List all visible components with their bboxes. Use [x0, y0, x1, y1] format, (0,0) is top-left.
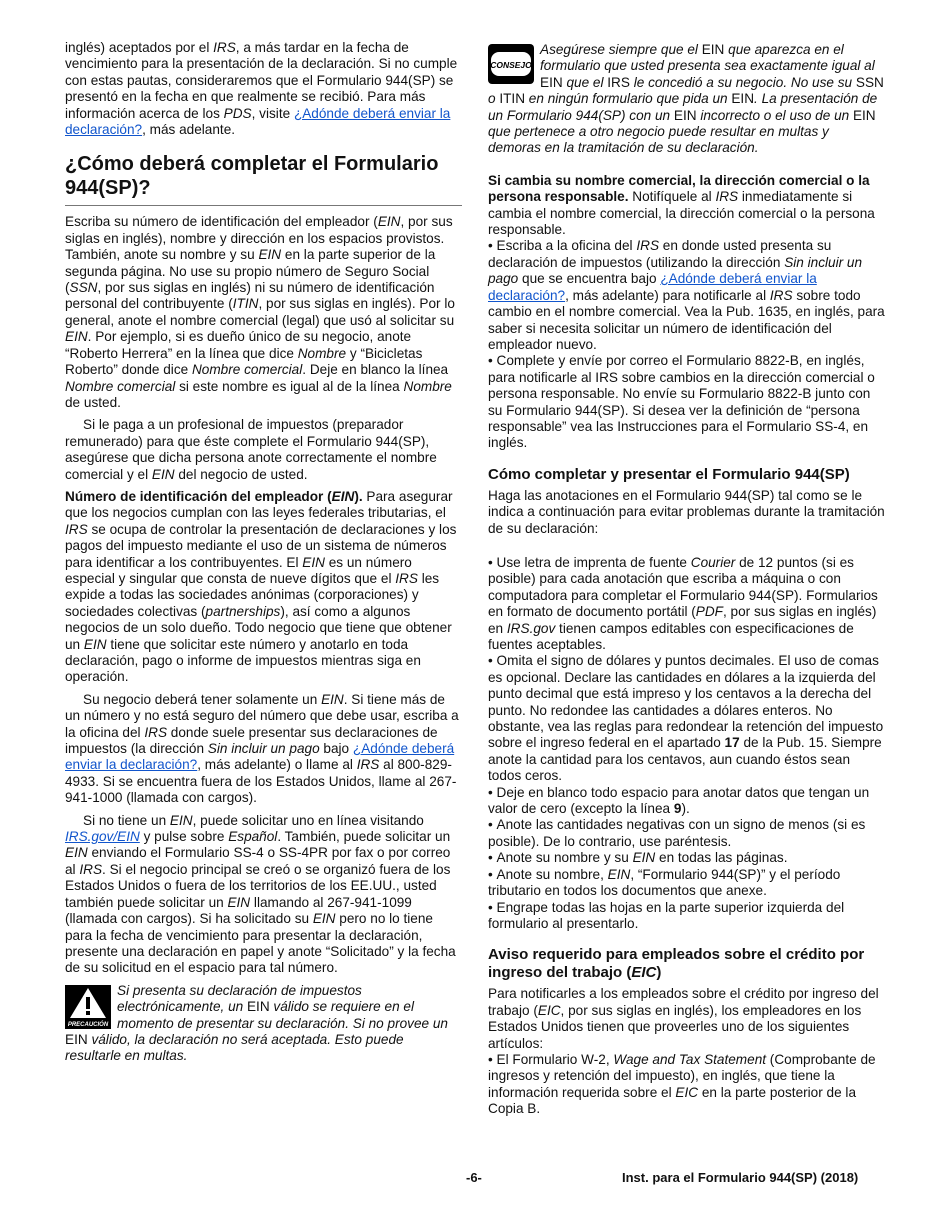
caution-icon — [65, 985, 111, 1029]
where-to-file-link[interactable]: ¿Adónde deberá enviar la declaración? — [65, 741, 455, 773]
list-item: • Use letra de imprenta de fuente Courier de 12 puntos (si es posible) para cada anotación que escriba a máquina o con computadora para completar el Formulario 944(SP). Formularios en formato de documento portátil (PDF, por sus siglas en inglés) en IRS.gov tienen campos editables con especificaciones de fuentes aceptables. — [488, 555, 885, 653]
paragraph-one-ein: Su negocio deberá tener solamente un EIN. Si tiene más de un número y no está seguro del número que debe usar, escriba a la oficina del IRS donde suele presentar sus declaraciones de impuestos (la dirección Sin incluir un pago bajo ¿Adónde deberá enviar la declaración?, más adelante) o llame al IRS al 800-829-4933. Si se encuentra fuera de los Estados Unidos, llame al 267-941-1000 (llamada con cargos). — [65, 691, 459, 806]
footer-title: Inst. para el Formulario 944(SP) (2018) — [622, 1170, 859, 1185]
irs-gov-ein-link[interactable]: IRS.gov/EIN — [65, 829, 140, 845]
where-to-file-link[interactable]: ¿Adónde deberá enviar la declaración? — [65, 105, 451, 138]
paragraph-preparer: Si le paga a un profesional de impuestos (preparador remunerado) para que éste complete el Formulario 944(SP), asegúrese que dicha persona anote correctamente el nombre comercial y el EIN del negocio de usted. — [65, 417, 437, 482]
subsection-heading-eic: Aviso requerido para empleados sobre el crédito por ingreso del trabajo (EIC) — [488, 946, 865, 982]
list-item: • Engrape todas las hojas en la parte superior izquierda del formulario al presentarlo. — [488, 900, 885, 933]
paragraph-name-change: Si cambia su nombre comercial, la dirección comercial o la persona responsable. Notifíquele al IRS inmediatamente si cambia el nombre comercial, la dirección comercial o la persona responsable. — [488, 172, 875, 238]
list-item: • Escriba a la oficina del IRS en donde usted presenta su declaración de impuestos (utilizando la dirección Sin incluir un pago que se encuentra bajo ¿Adónde deberá enviar la declaración?, más adelante) para notificarle al IRS sobre todo cambio en el nombre comercial. Vea la Pub. 1635, en inglés, para saber si necesita solicitar un número de identificación del empleador nuevo. — [488, 238, 885, 353]
list-item: • Omita el signo de dólares y puntos decimales. El uso de comas es opcional. Declare las cantidades en dólares a la izquierda del punto decimal que está impreso y los centavos a la derecha del punto. No redondee las cantidades a dólares enteros. No obstante, vea las reglas para redondear la retención del impuesto sobre el ingreso federal en el apartado 17 de la Pub. 15. Siempre anote la cantidad para los centavos, aun cuando éstos sean todos ceros. — [488, 653, 885, 784]
tip-icon — [488, 44, 534, 84]
where-to-file-link[interactable]: ¿Adónde deberá enviar la declaración? — [488, 271, 817, 303]
paragraph-eic: Para notificarles a los empleados sobre el crédito por ingreso del trabajo (EIC, por sus siglas en inglés), los empleadores en los Estados Unidos tienen que proveerles uno de los siguientes artículos: — [488, 986, 879, 1051]
list-item: • Anote su nombre, EIN, “Formulario 944(SP)” y el período tributario en todos los documentos que anexe. — [488, 867, 885, 900]
left-column — [65, 40, 462, 1065]
section-heading: ¿Cómo deberá completar el Formulario 944(SP)? — [65, 152, 462, 206]
right-column — [488, 40, 885, 1118]
tip-callout: CONSEJO Asegúrese siempre que el EIN que aparezca en el formulario que usted presenta sea exactamente igual al EIN que el IRS le concedió a su negocio. No use su SSN o ITIN en ningún formulario que pida un EIN. La presentación de un Formulario 944(SP) con un EIN incorrecto o el uso de un EIN que pertenece a otro negocio puede resultar en multas y demoras en la tramitación de su declaración. — [488, 42, 884, 156]
list-item: • El Formulario W-2, Wage and Tax Statement (Comprobante de ingresos y retención del impuesto), en inglés, que tiene la información requerida sobre el EIC en la parte posterior de la Copia B. — [488, 1052, 885, 1118]
subsection-heading-complete: Cómo completar y presentar el Formulario 944(SP) — [488, 465, 850, 483]
paragraph-pds: inglés) aceptados por el IRS, a más tardar en la fecha de vencimiento para la presentación de la declaración. Si no cumple con estas pautas, consideraremos que el Formulario 944(SP) se presentó en la fecha en que realmente se recibió. Para más información acerca de los PDS, visite ¿Adónde deberá enviar la declaración?, más adelante. — [65, 40, 458, 138]
tip-label: CONSEJO — [490, 60, 532, 70]
list-item: • Anote su nombre y su EIN en todas las páginas. — [488, 850, 885, 866]
page-number: -6- — [466, 1170, 482, 1185]
list-item: • Anote las cantidades negativas con un signo de menos (si es posible). De lo contrario, use paréntesis. — [488, 817, 885, 850]
paragraph-ein-definition: Número de identificación del empleador (EIN). Para asegurar que los negocios cumplan con las leyes federales tributarias, el IRS se ocupa de controlar la presentación de declaraciones y los pagos del impuesto mediante el uso de un sistema de números para identificar a los contribuyentes. El EIN es un número especial y singular que consta de nueve dígitos que el IRS les expide a todas las sociedades anónimas (corporaciones) y sociedades colectivas (partnerships), así como a algunos negocios de un solo dueño. Todo negocio que tiene que obtener un EIN tiene que solicitar este número y anotarlo en toda declaración, pago o informe de impuestos mientras siga en operación. — [65, 488, 457, 685]
paragraph-instructions-intro: Haga las anotaciones en el Formulario 944(SP) tal como se le indica a continuación para evitar problemas durante la tramitación de su declaración: — [488, 487, 885, 536]
caution-callout: PRECAUCIÓN Si presenta su declaración de impuestos electrónicamente, un EIN válido se requiere en el momento de presentar su declaración. Si no provee un EIN válido, la declaración no será aceptada. Esto puede resultarle en multas. — [65, 982, 448, 1064]
paragraph-ein-name: Escriba su número de identificación del empleador (EIN, por sus siglas en inglés), nombre y dirección en los espacios provistos. También, anote su nombre y su EIN en la parte superior de la segunda página. No use su propio número de Seguro Social (SSN, por sus siglas en inglés) ni su número de identificación personal del contribuyente (ITIN, por sus siglas en inglés). Por lo general, anote el nombre comercial (legal) que usó al solicitar su EIN. Por ejemplo, si es dueño único de su negocio, anote “Roberto Herrera” en la línea que dice Nombre y “Bicicletas Roberto” donde dice Nombre comercial. Deje en blanco la línea Nombre comercial si este nombre es igual al de la línea Nombre de usted. — [65, 214, 455, 410]
list-item: • Complete y envíe por correo el Formulario 8822-B, en inglés, para notificarle al IRS sobre cambios en la dirección comercial o persona responsable. No envíe su Formulario 8822-B junto con su Formulario 944(SP). Si desea ver la definición de “persona responsable” vea las Instrucciones para el Formulario SS-4, en inglés. — [488, 353, 885, 451]
list-item: • Deje en blanco todo espacio para anotar datos que tengan un valor de cero (excepto la línea 9). — [488, 785, 885, 818]
paragraph-apply-ein: Si no tiene un EIN, puede solicitar uno en línea visitando IRS.gov/EIN y pulse sobre Español. También, puede solicitar un EIN enviando el Formulario SS-4 o SS-4PR por fax o por correo al IRS. Si el negocio principal se creó o se organizó fuera de los Estados Unidos o fuera de los territorios de los EE.UU., usted también puede solicitar un EIN llamando al 267-941-1099 (llamada con cargos). Si ha solicitado su EIN pero no lo tiene para la fecha de vencimiento para presentar la declaración, presente una declaración en papel y anote “Solicitado” y la fecha de su solicitud en el espacio para tal número. — [65, 812, 456, 976]
caution-label: PRECAUCIÓN — [67, 1021, 109, 1028]
